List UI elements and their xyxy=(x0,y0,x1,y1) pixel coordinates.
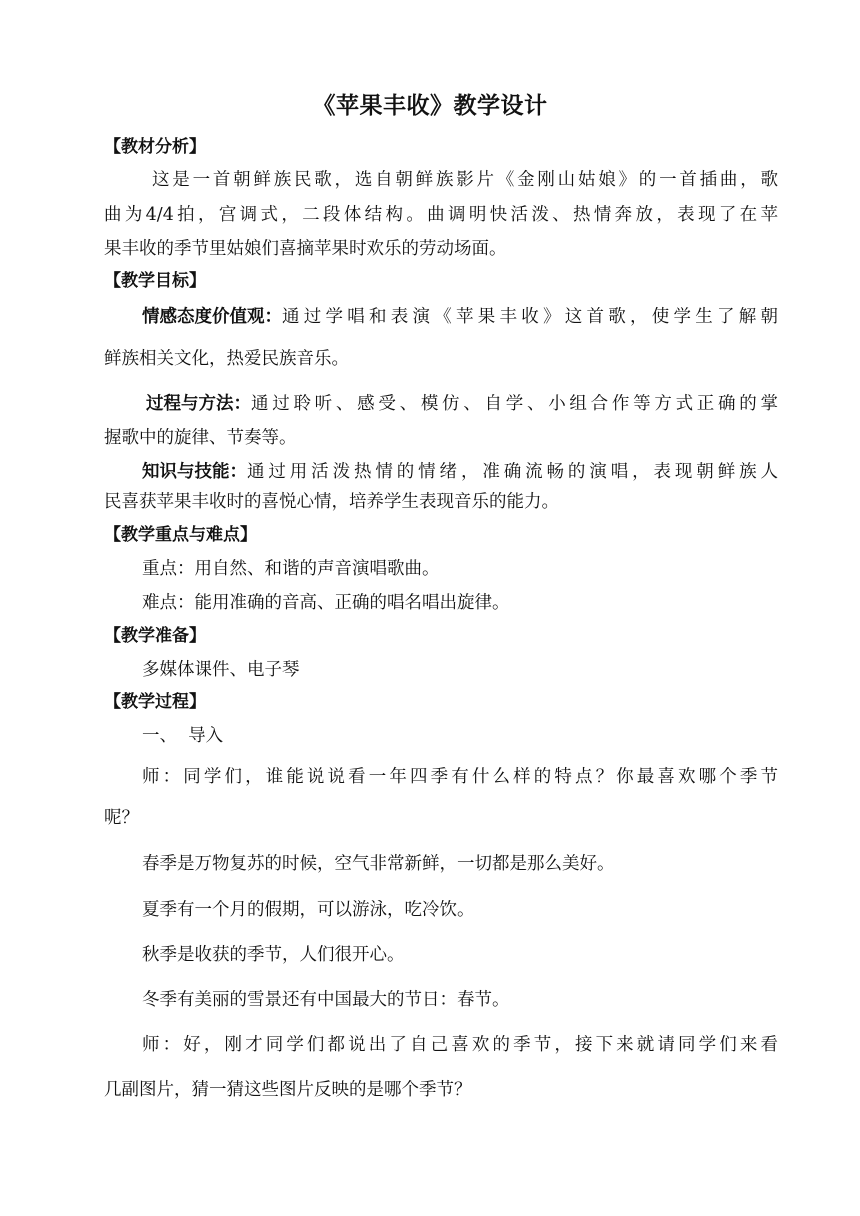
teacher-question-2-line-1: 师：好，刚才同学们都说出了自己喜欢的季节，接下来就请同学们来看 xyxy=(142,1035,778,1055)
analysis-line-1: 这是一首朝鲜族民歌，选自朝鲜族影片《金刚山姑娘》的一首插曲，歌 xyxy=(152,170,778,190)
teacher-question-1-line-1: 师：同学们，谁能说说看一年四季有什么样的特点？你最喜欢哪个季节 xyxy=(142,767,778,787)
goal-skill-label: 知识与技能： xyxy=(142,462,247,482)
preparation-line: 多媒体课件、电子琴 xyxy=(142,660,300,680)
difficult-point-line: 难点：能用准确的音高、正确的唱名唱出旋律。 xyxy=(142,593,510,613)
goal-process-line-2: 握歌中的旋律、节奏等。 xyxy=(104,428,297,448)
goal-emotion-label: 情感态度价值观： xyxy=(142,307,282,327)
goal-process-text-1: 通过聆听、感受、模仿、自学、小组合作等方式正确的掌 xyxy=(251,394,778,414)
heading-material-analysis: 【教材分析】 xyxy=(104,137,206,157)
teacher-question-2-line-2: 几副图片，猜一猜这些图片反映的是哪个季节？ xyxy=(104,1080,472,1100)
goal-skill-text-1: 通过用活泼热情的情绪，准确流畅的演唱，表现朝鲜族人 xyxy=(247,462,778,482)
answer-autumn: 秋季是收获的季节，人们很开心。 xyxy=(142,945,405,965)
goal-skill-line-1 xyxy=(142,457,778,487)
heading-teaching-process: 【教学过程】 xyxy=(104,692,206,712)
heading-teaching-goals: 【教学目标】 xyxy=(104,271,206,291)
heading-preparation: 【教学准备】 xyxy=(104,626,206,646)
goal-emotion-line-1 xyxy=(142,302,778,332)
goal-process-line-1 xyxy=(146,389,778,419)
document-title: 《苹果丰收》教学设计 xyxy=(312,93,548,119)
goal-emotion-text-1: 通过学唱和表演《苹果丰收》这首歌，使学生了解朝 xyxy=(282,307,778,327)
answer-spring: 春季是万物复苏的时候，空气非常新鲜，一切都是那么美好。 xyxy=(142,854,615,874)
teacher-question-1-line-2: 呢？ xyxy=(104,808,139,828)
goal-skill-line-2: 民喜获苹果丰收时的喜悦心情，培养学生表现音乐的能力。 xyxy=(104,492,559,512)
key-point-line: 重点：用自然、和谐的声音演唱歌曲。 xyxy=(142,559,440,579)
heading-key-points: 【教学重点与难点】 xyxy=(104,525,257,545)
goal-process-label: 过程与方法： xyxy=(146,394,251,414)
answer-summer: 夏季有一个月的假期，可以游泳，吃冷饮。 xyxy=(142,900,475,920)
analysis-line-3: 果丰收的季节里姑娘们喜摘苹果时欢乐的劳动场面。 xyxy=(104,239,507,259)
process-step-intro: 一、 导入 xyxy=(142,726,224,746)
analysis-line-2: 曲为4/4拍，宫调式，二段体结构。曲调明快活泼、热情奔放，表现了在苹 xyxy=(104,205,778,225)
answer-winter: 冬季有美丽的雪景还有中国最大的节日：春节。 xyxy=(142,990,510,1010)
goal-emotion-line-2: 鲜族相关文化，热爱民族音乐。 xyxy=(104,349,349,369)
